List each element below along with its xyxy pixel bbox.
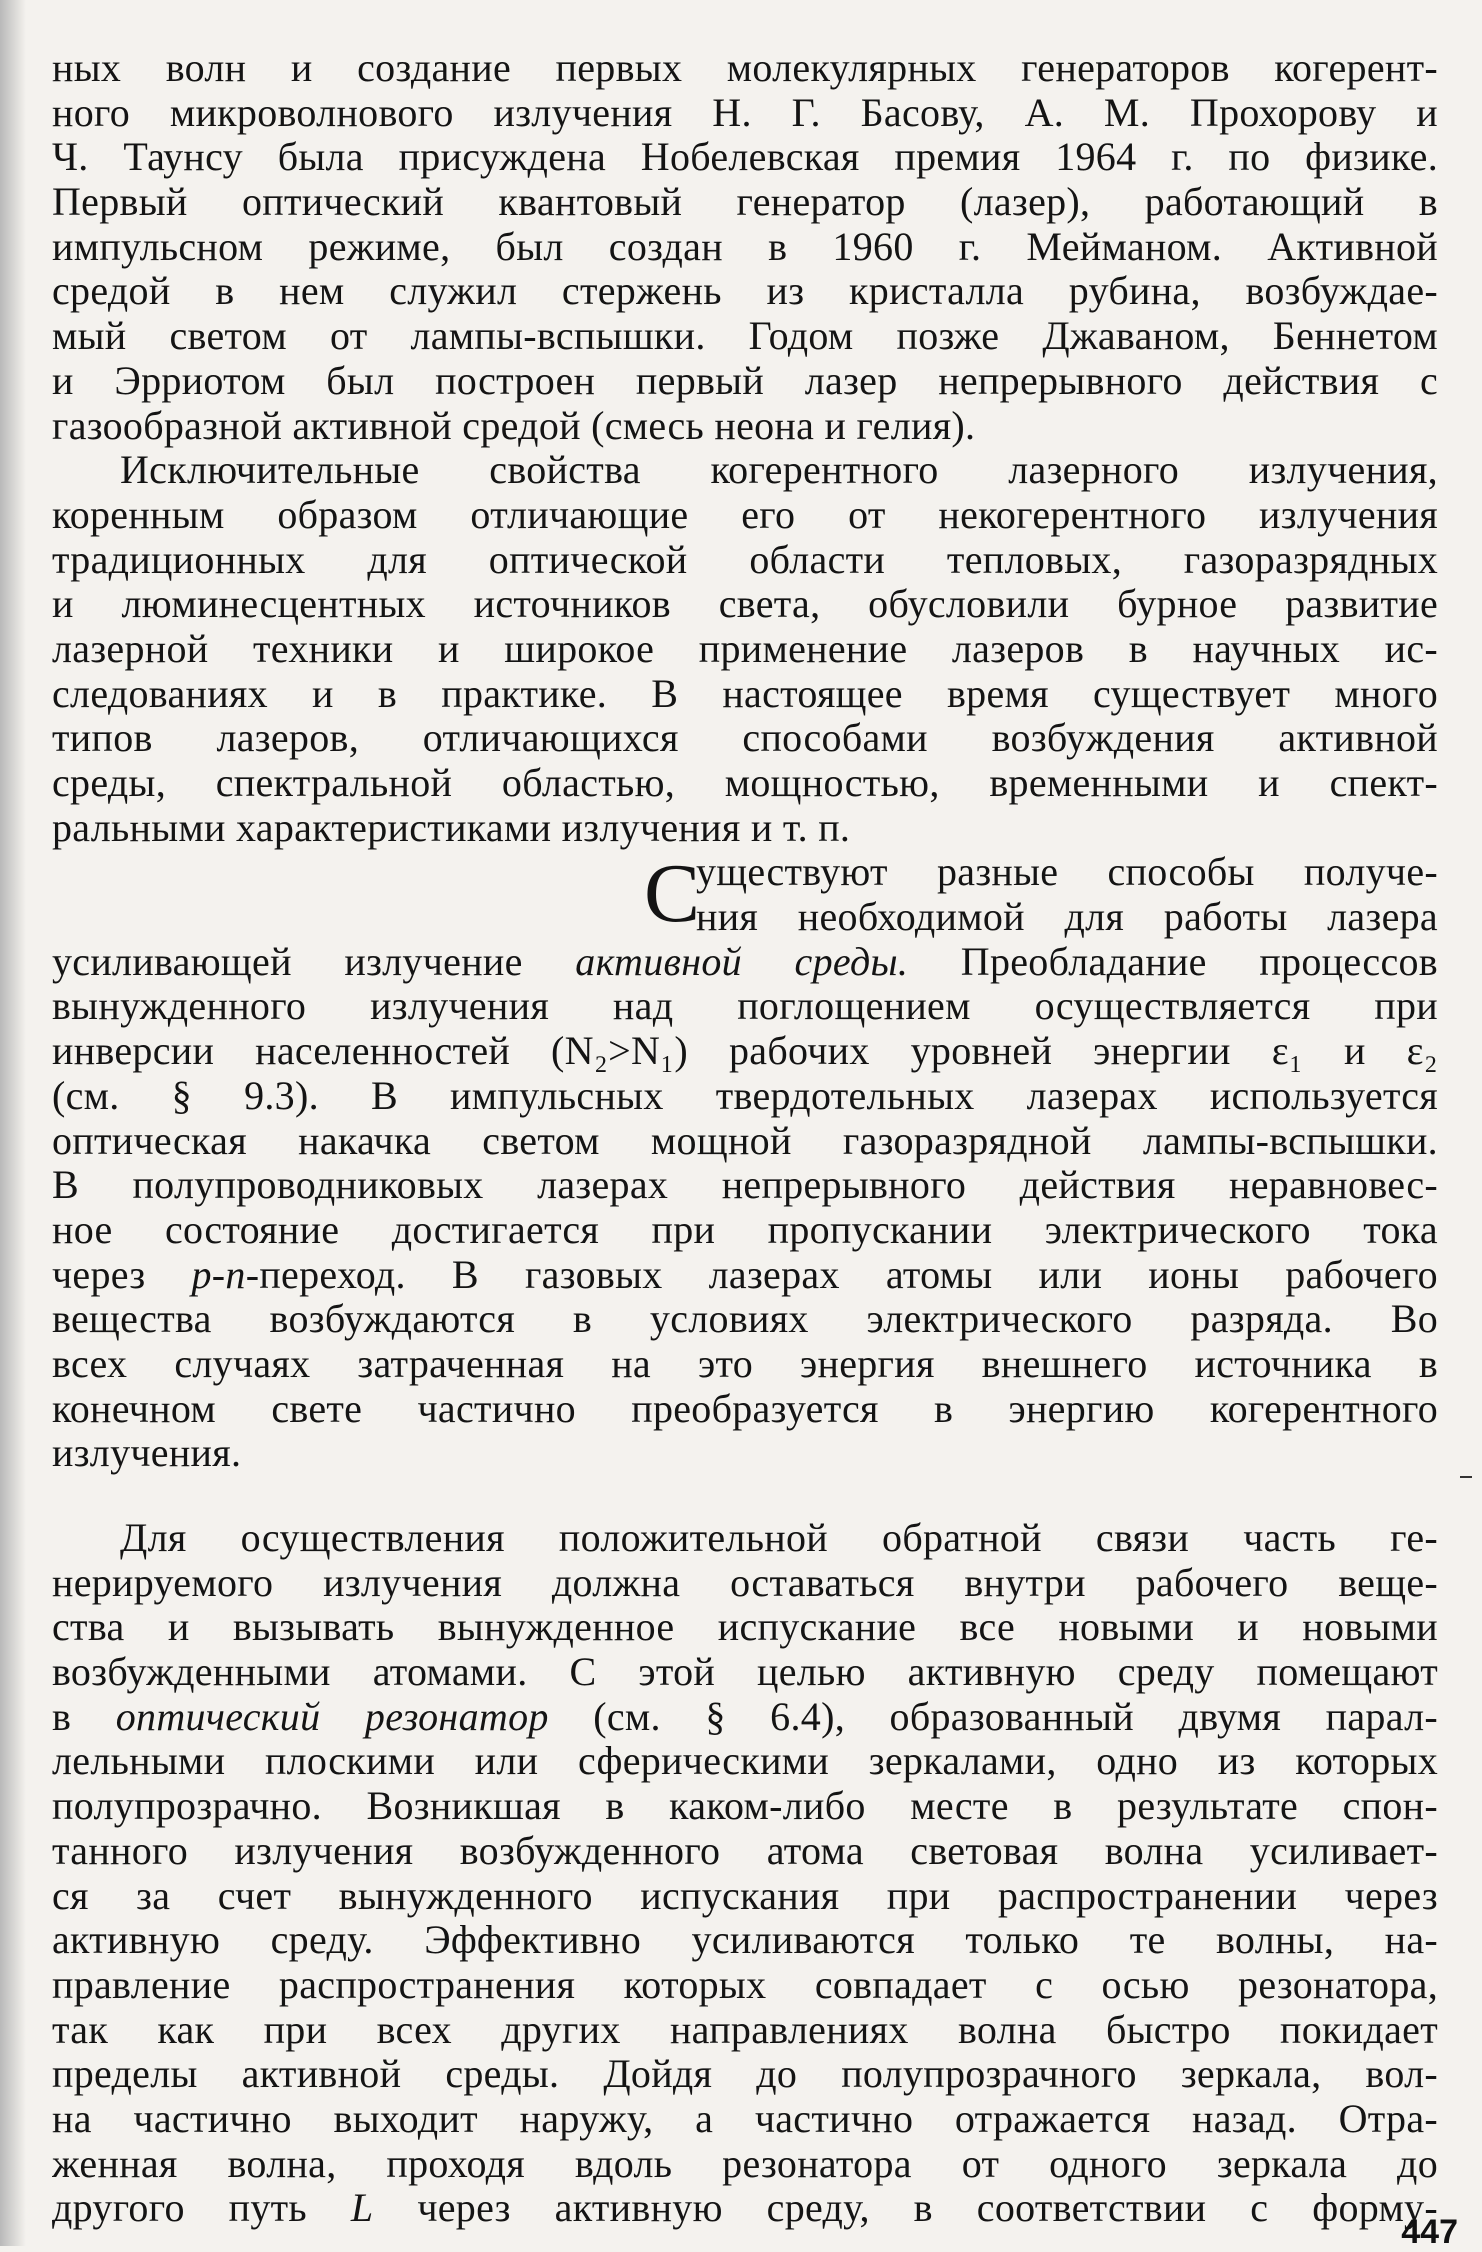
scan-edge-shadow [0,0,26,2246]
text-fragment: другого путь [52,2186,351,2231]
text-line: ральными характеристиками излучения и т. п. [52,805,851,850]
text-line: ное состояние достигается при пропускании электрического тока [52,1207,1438,1252]
paragraph-3 [52,847,1438,1476]
paragraph-4 [52,1516,1438,2231]
text-line: коренным образом отличающие его от некогерентного излучения [52,492,1438,537]
text-line: пределы активной среды. Дойдя до полупрозрачного зеркала, вол- [52,2052,1438,2097]
text-fragment: -переход. В газовых лазерах атомы или ионы рабочего [245,1252,1438,1297]
text-line [52,895,1438,940]
page-body [52,46,1438,2231]
text-fragment: уществуют разные способы получе- [696,850,1438,895]
text-line: импульсном режиме, был создан в 1960 г. Мейманом. Активной [52,224,1438,269]
text-line: В полупроводниковых лазерах непрерывного действия неравновес- [52,1163,1438,1208]
text-line: Для осуществления положительной обратной связи часть ге- [120,1516,1438,1560]
italic-term: активной среды. [575,939,909,984]
text-line [52,1253,1438,1298]
text-line: танного излучения возбужденного атома световая волна усиливает- [52,1828,1438,1873]
text-line: на частично выходит наружу, а частично отражается назад. Отра- [52,2096,1438,2141]
text-line: всех случаях затраченная на это энергия внешнего источника в [52,1341,1438,1386]
text-line: вещества возбуждаются в условиях электрического разряда. Во [52,1297,1438,1342]
text-line: так как при всех других направлениях волна быстро покидает [52,2007,1438,2052]
drop-cap: С [644,847,701,941]
margin-tick [1460,1476,1472,1478]
text-line: излучения. [52,1431,242,1476]
text-line: инверсии населенностей (N₂>N₁) рабочих уровней энергии ε₁ и ε₂ [52,1029,1438,1074]
text-line: женная волна, проходя вдоль резонатора от одного зеркала до [52,2141,1438,2186]
text-line: Ч. Таунсу была присуждена Нобелевская премия 1964 г. по физике. [52,135,1438,180]
text-line: средой в нем служил стержень из кристалла рубина, возбуждае- [52,269,1438,314]
text-line [52,2186,1438,2231]
text-line [52,1695,1438,1740]
text-line: вынужденного излучения над поглощением осуществляется при [52,984,1438,1029]
italic-term: p-n [191,1252,246,1297]
text-fragment: Преобладание процессов [908,939,1438,984]
text-line: нерируемого излучения должна оставаться внутри рабочего веще- [52,1560,1438,1605]
text-line: (см. § 9.3). В импульсных твердотельных лазерах используется [52,1073,1438,1118]
text-line: традиционных для оптической области тепловых, газоразрядных [52,537,1438,582]
text-fragment: в [52,1694,116,1739]
italic-term: оптический резонатор [115,1694,549,1739]
text-line: лазерной техники и широкое применение лазеров в научных ис- [52,626,1438,671]
text-line: и Эрриотом был построен первый лазер непрерывного действия с [52,358,1438,403]
text-line: Исключительные свойства когерентного лазерного излучения, [120,448,1438,493]
text-line: ства и вызывать вынужденное испускание все новыми и новыми [52,1605,1438,1650]
text-line [52,940,1438,985]
text-line: ся за счет вынужденного испускания при распространении через [52,1873,1438,1918]
text-line: Первый оптический квантовый генератор (лазер), работающий в [52,180,1438,225]
text-line: следованиях и в практике. В настоящее время существует много [52,671,1438,716]
text-line: мый светом от лампы-вспышки. Годом позже Джаваном, Беннетом [52,314,1438,359]
paragraph-1 [52,46,1438,448]
text-fragment: ния необходимой для работы лазера [696,895,1438,940]
text-fragment: через [52,1252,192,1297]
text-line: среды, спектральной областью, мощностью, временными и спект- [52,761,1438,805]
text-line: газообразной активной средой (смесь неона и гелия). [52,403,976,448]
text-line: и люминесцентных источников света, обусловили бурное развитие [52,582,1438,627]
text-line: конечном свете частично преобразуется в энергию когерентного [52,1386,1438,1431]
text-line: ных волн и создание первых молекулярных генераторов когерент- [52,46,1438,90]
italic-term: L [350,2186,374,2231]
text-line: лельными плоскими или сферическими зеркалами, одно из которых [52,1739,1438,1784]
text-fragment: (см. § 6.4), образованный двумя парал- [548,1694,1438,1739]
text-fragment: усиливающей излучение [52,939,576,984]
text-line: ного микроволнового излучения Н. Г. Басову, А. М. Прохорову и [52,90,1438,135]
text-line: возбужденными атомами. С этой целью активную среду помещают [52,1650,1438,1695]
text-fragment: через активную среду, в соответствии с форму- [373,2186,1438,2231]
text-line: полупрозрачно. Возникшая в каком-либо месте в результате спон- [52,1784,1438,1829]
page-number: 447 [1401,2213,1458,2251]
text-line: типов лазеров, отличающихся способами возбуждения активной [52,716,1438,761]
text-line [52,850,1438,895]
text-line: правление распространения которых совпадает с осью резонатора, [52,1962,1438,2007]
paragraph-2 [52,448,1438,850]
text-line: активную среду. Эффективно усиливаются только те волны, на- [52,1918,1438,1963]
text-line: оптическая накачка светом мощной газоразрядной лампы-вспышки. [52,1118,1438,1163]
